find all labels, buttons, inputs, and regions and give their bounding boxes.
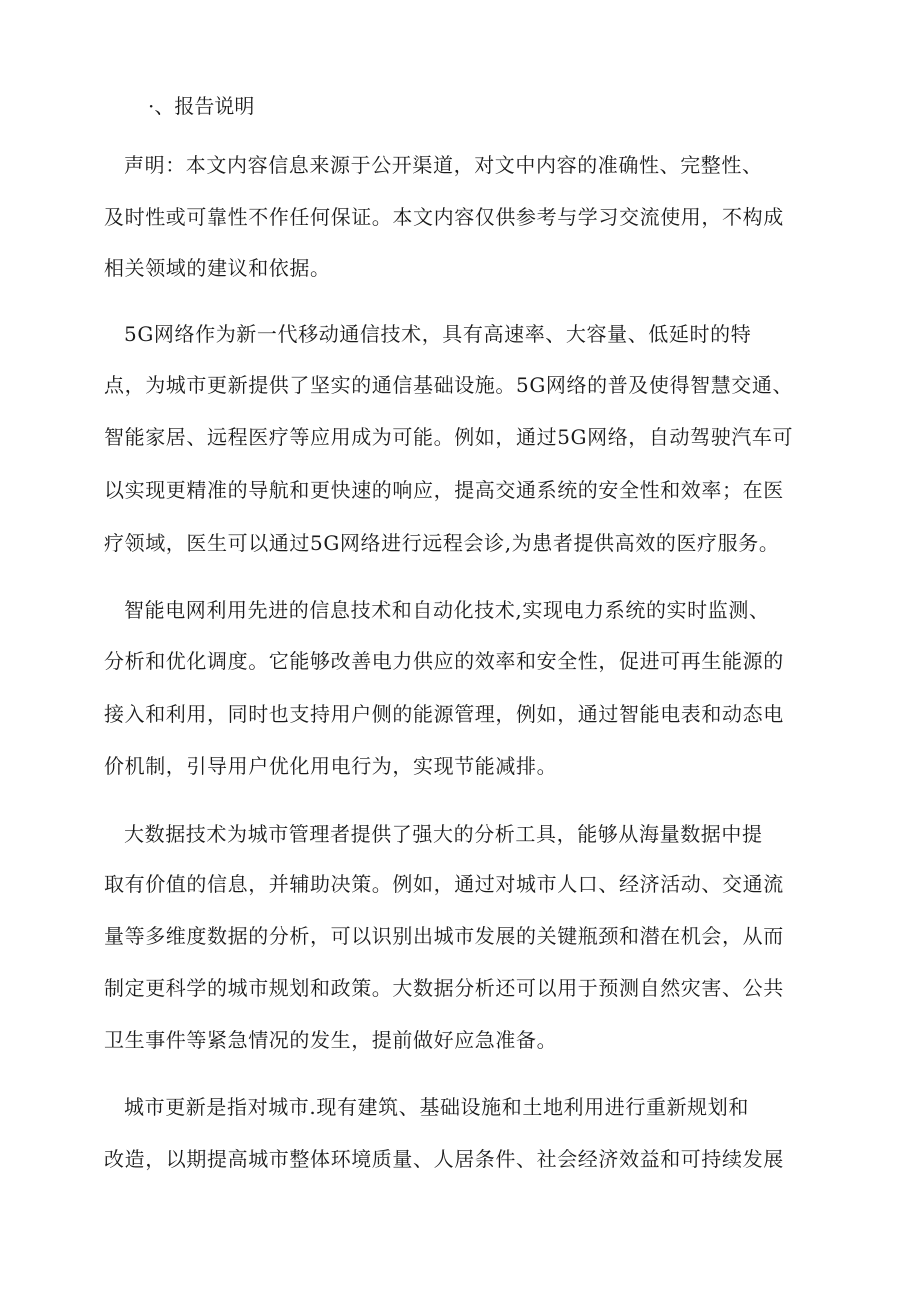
paragraph-line: 大数据技术为城市管理者提供了强大的分析工具，能够从海量数据中提 xyxy=(124,822,763,846)
paragraph-line: 相关领域的建议和依据。 xyxy=(104,256,331,280)
paragraph-line: 疗领域，医生可以通过5G网络进行远程会诊,为患者提供高效的医疗服务。 xyxy=(104,531,780,555)
paragraph-line: 5G网络作为新一代移动通信技术，具有高速率、大容量、低延时的特 xyxy=(124,322,752,346)
paragraph-line: 智能家居、远程医疗等应用成为可能。例如，通过5G网络，自动驾驶汽车可 xyxy=(104,425,794,449)
paragraph-line: 制定更科学的城市规划和政策。大数据分析还可以用于预测自然灾害、公共 xyxy=(104,976,784,1000)
paragraph-line: 价机制，引导用户优化用电行为，实现节能减排。 xyxy=(104,754,558,778)
paragraph-line: 声明：本文内容信息来源于公开渠道，对文中内容的准确性、完整性、 xyxy=(124,153,763,177)
paragraph-line: 接入和利用，同时也支持用户侧的能源管理，例如，通过智能电表和动态电 xyxy=(104,702,784,726)
paragraph-line: 城市更新是指对城市.现有建筑、基础设施和土地利用进行重新规划和 xyxy=(124,1095,749,1119)
paragraph-line: 以实现更精准的导航和更快速的响应，提高交通系统的安全性和效率；在医 xyxy=(104,478,784,502)
paragraph-line: 量等多维度数据的分析，可以识别出城市发展的关键瓶颈和潜在机会，从而 xyxy=(104,924,784,948)
section-heading: ·、报告说明 xyxy=(148,94,255,118)
paragraph-line: 取有价值的信息，并辅助决策。例如，通过对城市人口、经济活动、交通流 xyxy=(104,872,784,896)
paragraph-line: 点，为城市更新提供了坚实的通信基础设施。5G网络的普及使得智慧交通、 xyxy=(104,373,794,397)
paragraph-line: 智能电网利用先进的信息技术和自动化技术,实现电力系统的实时监测、 xyxy=(124,598,770,622)
paragraph-line: 分析和优化调度。它能够改善电力供应的效率和安全性，促进可再生能源的 xyxy=(104,649,784,673)
paragraph-line: 卫生事件等紧急情况的发生，提前做好应急准备。 xyxy=(104,1028,558,1052)
paragraph-line: 及时性或可靠性不作任何保证。本文内容仅供参考与学习交流使用，不构成 xyxy=(104,205,784,229)
paragraph-line: 改造，以期提高城市整体环境质量、人居条件、社会经济效益和可持续发展 xyxy=(104,1147,784,1171)
